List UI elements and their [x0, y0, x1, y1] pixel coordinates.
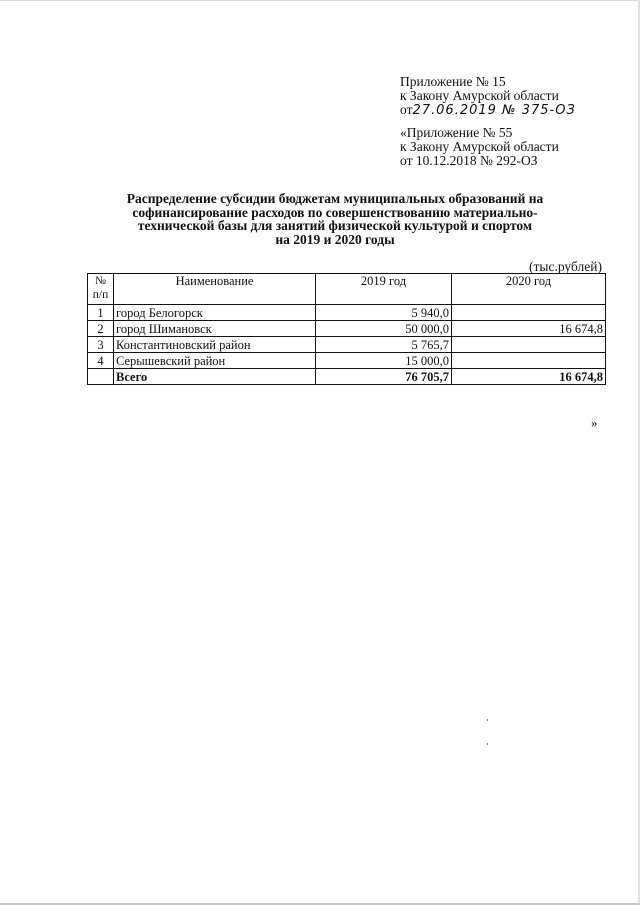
table-total-row [88, 369, 606, 385]
appendix-current-block [400, 75, 610, 118]
row-2019-value: 15 000,0 [316, 353, 452, 369]
appendix-previous-block [400, 126, 610, 168]
table-row [88, 305, 606, 321]
unit-label: (тыс.рублей) [529, 259, 602, 274]
row-name: город Шимановск [114, 321, 316, 337]
row-name: Константиновский район [114, 337, 316, 353]
closing-quote: » [591, 415, 598, 430]
row-name: Серышевский район [114, 353, 316, 369]
table-row [88, 353, 606, 369]
scan-speck [487, 743, 488, 745]
header-2020: 2020 год [452, 274, 606, 305]
table-header-row [88, 274, 606, 305]
row-2019-value: 5 940,0 [316, 305, 452, 321]
total-number [88, 369, 114, 385]
total-2020-value: 16 674,8 [452, 369, 606, 385]
appendix-number: Приложение № 15 [400, 74, 506, 89]
row-number: 1 [88, 305, 114, 321]
header-2019: 2019 год [316, 274, 452, 305]
previous-appendix-law-reference: к Закону Амурской области [400, 139, 559, 154]
document-title [100, 192, 570, 246]
title-line: Распределение субсидии бюджетам муниципальных образований на [126, 191, 544, 206]
total-label: Всего [114, 369, 316, 385]
title-line: технической базы для занятий физической культурой и спортом [137, 218, 533, 233]
subsidy-table [87, 273, 606, 385]
title-line: на 2019 и 2020 годы [275, 231, 395, 247]
row-number: 3 [88, 337, 114, 353]
row-2020-value [452, 353, 606, 369]
total-2019-value: 76 705,7 [316, 369, 452, 385]
appendix-date-prefix: от [400, 102, 413, 117]
appendix-law-reference: к Закону Амурской области [400, 88, 559, 103]
title-line: софинансирование расходов по совершенствованию материально- [132, 204, 538, 220]
row-number: 4 [88, 353, 114, 369]
header-number: № п/п [88, 274, 114, 305]
row-2020-value [452, 305, 606, 321]
table-row [88, 337, 606, 353]
header-name: Наименование [114, 274, 316, 305]
handwritten-date-number: 27.06.2019 № 375-ОЗ [412, 103, 576, 118]
row-number: 2 [88, 321, 114, 337]
row-2019-value: 5 765,7 [316, 337, 452, 353]
scan-top-edge [0, 0, 640, 1]
row-2020-value: 16 674,8 [452, 321, 606, 337]
previous-appendix-number: «Приложение № 55 [400, 125, 513, 140]
row-2019-value: 50 000,0 [316, 321, 452, 337]
previous-appendix-date: от 10.12.2018 № 292-ОЗ [400, 153, 538, 168]
row-2020-value [452, 337, 606, 353]
row-name: город Белогорск [114, 305, 316, 321]
table-row [88, 321, 606, 337]
appendix-date-line [400, 103, 610, 118]
scan-speck [487, 719, 488, 721]
